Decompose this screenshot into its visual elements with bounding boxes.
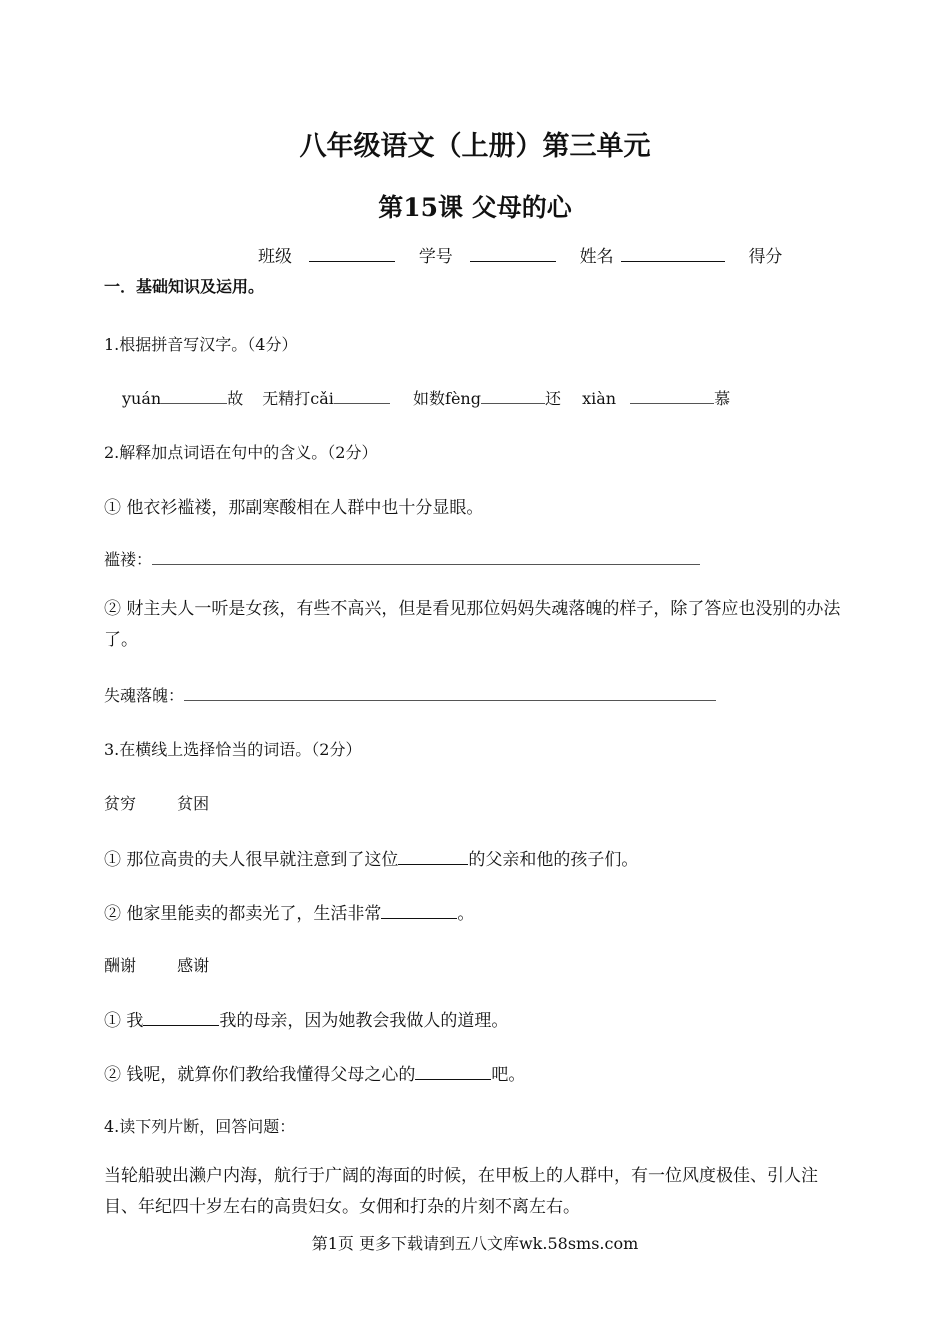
q2-answer-1-label: 褴褛： bbox=[104, 550, 153, 569]
q3-word-pair-1 bbox=[104, 791, 209, 814]
q3-blank-4[interactable] bbox=[415, 1063, 491, 1080]
q3-prompt: 3.在横线上选择恰当的词语。（2分） bbox=[104, 740, 362, 759]
page-title: 八年级语文（上册）第三单元 bbox=[299, 131, 651, 162]
q3-blank-1[interactable] bbox=[398, 848, 468, 865]
q1-blank-4[interactable] bbox=[630, 389, 714, 404]
q3-s1-post: 的父亲和他的孩子们。 bbox=[468, 850, 639, 870]
q1-item-2-pre: 无精打cǎi bbox=[262, 389, 334, 408]
q3-s1-pre: ① 那位高贵的夫人很早就注意到了这位 bbox=[104, 850, 399, 870]
score-label: 得分 bbox=[748, 247, 783, 267]
q2-answer-1-row bbox=[104, 547, 700, 570]
q3-sentence-3 bbox=[104, 1006, 508, 1031]
q3-sentence-2 bbox=[104, 899, 474, 924]
q1-items bbox=[122, 386, 730, 409]
student-info-row bbox=[258, 242, 782, 267]
section-heading: 一．基础知识及运用。 bbox=[104, 277, 265, 296]
q2-answer-2-field[interactable] bbox=[184, 686, 716, 701]
q2-sentence-1: ① 他衣衫褴褛，那副寒酸相在人群中也十分显眼。 bbox=[104, 498, 484, 518]
number-field[interactable] bbox=[470, 243, 556, 262]
class-label: 班级 bbox=[258, 247, 292, 267]
name-label: 姓名 bbox=[579, 247, 614, 267]
q3-pair-1-a: 贫穷 bbox=[104, 794, 137, 813]
q1-item-1-pre: yuán bbox=[122, 389, 162, 408]
q3-s2-post: 。 bbox=[457, 904, 475, 924]
q1-blank-3[interactable] bbox=[481, 389, 545, 404]
q1-item-3-post: 还 bbox=[544, 389, 561, 408]
name-field[interactable] bbox=[621, 243, 725, 262]
q1-item-3-pre: 如数fèng bbox=[413, 389, 481, 408]
q3-s3-post: 我的母亲，因为她教会我做人的道理。 bbox=[219, 1011, 509, 1031]
q2-answer-1-field[interactable] bbox=[152, 550, 700, 565]
q1-item-1-post: 故 bbox=[227, 389, 244, 408]
q2-sentence-2: ② 财主夫人一听是女孩，有些不高兴，但是看见那位妈妈失魂落魄的样子，除了答应也没别的办法了。 bbox=[104, 599, 841, 650]
q3-s3-pre: ① 我 bbox=[104, 1011, 144, 1031]
q4-prompt: 4.读下列片断，回答问题： bbox=[104, 1117, 296, 1136]
q1-blank-1[interactable] bbox=[161, 389, 227, 404]
q3-pair-2-b: 感谢 bbox=[177, 956, 210, 975]
q3-blank-2[interactable] bbox=[381, 902, 457, 919]
q3-sentence-4 bbox=[104, 1060, 525, 1085]
q3-pair-2-a: 酬谢 bbox=[104, 956, 137, 975]
q3-s2-pre: ② 他家里能卖的都卖光了，生活非常 bbox=[104, 904, 382, 924]
q3-sentence-1 bbox=[104, 845, 638, 870]
q2-prompt: 2.解释加点词语在句中的含义。（2分） bbox=[104, 443, 378, 462]
q3-pair-1-b: 贫困 bbox=[177, 794, 210, 813]
q3-s4-pre: ② 钱呢，就算你们教给我懂得父母之心的 bbox=[104, 1065, 416, 1085]
page-footer: 第1页 更多下载请到五八文库wk.58sms.com bbox=[311, 1234, 639, 1253]
lesson-title: 第15课 父母的心 bbox=[378, 193, 572, 222]
q2-answer-2-label: 失魂落魄： bbox=[104, 686, 185, 705]
q3-word-pair-2 bbox=[104, 953, 209, 976]
class-field[interactable] bbox=[309, 243, 395, 262]
q2-answer-2-row bbox=[104, 683, 716, 706]
q1-prompt: 1.根据拼音写汉字。（4分） bbox=[104, 335, 298, 354]
q3-blank-3[interactable] bbox=[143, 1009, 219, 1026]
q1-item-4-pre: xiàn bbox=[582, 389, 617, 408]
q1-blank-2[interactable] bbox=[334, 389, 390, 404]
number-label: 学号 bbox=[418, 247, 453, 267]
q4-passage: 当轮船驶出濑户内海，航行于广阔的海面的时候，在甲板上的人群中，有一位风度极佳、引人注目、年纪四十岁左右的高贵妇女。女佣和打杂的片刻不离左右。 bbox=[104, 1166, 818, 1217]
q1-item-4-post: 慕 bbox=[714, 389, 731, 408]
q3-s4-post: 吧。 bbox=[491, 1065, 526, 1085]
